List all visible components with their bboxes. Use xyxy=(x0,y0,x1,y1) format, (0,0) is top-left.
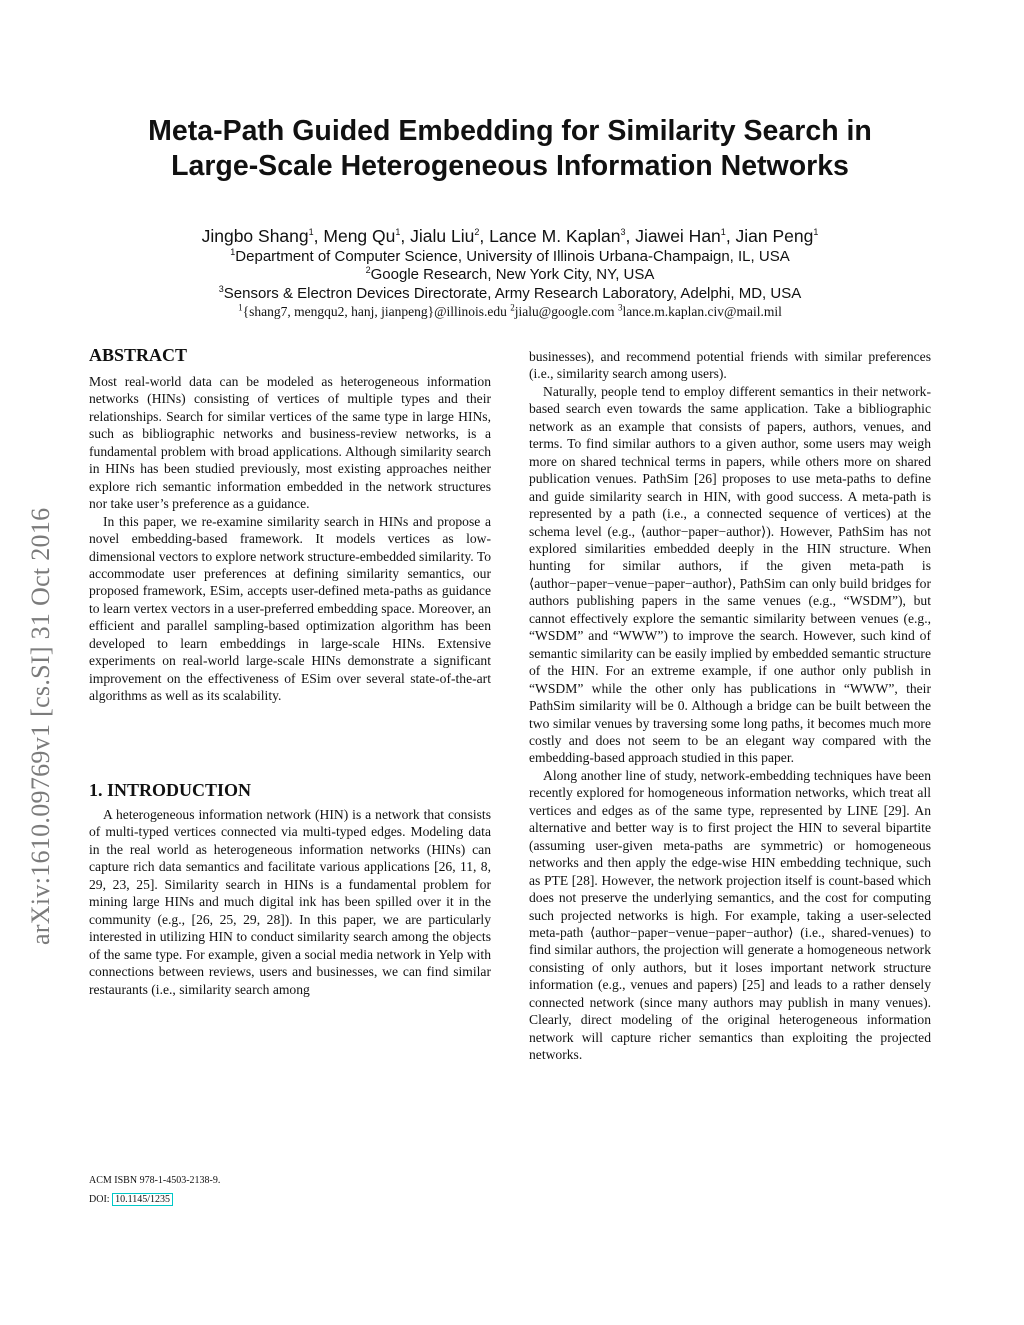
intro-paragraph-3: Along another line of study, network-embedding techniques have been recently explored for homogeneous information networks, which treat all vertices and edges as of the same type, represented by LINE [29]. An alternative and better way is to first project the HIN to several bipartite (assuming user-given meta-paths are symmetric) or homogeneous networks and then apply the edge-wise HIN embedding technique, such as PTE [28]. However, the network projection itself is count-based which does not preserve the underlying semantics, and the cost for computing such projected networks is high. For example, taking a user-selected meta-path ⟨author−paper−venue−paper−author⟩ (i.e., shared-venues) to find similar authors, the projection will generate a homogeneous network consisting of only authors, but it loses important network structure information (e.g., venues and papers) [25] and leads to a rather densely connected network (since many authors may publish in many venues). Clearly, direct modeling of the original heterogeneous information network will capture richer semantics than exploiting the projected networks. xyxy=(529,767,931,1063)
email-number: 3 xyxy=(617,302,623,313)
email-illinois[interactable]: {shang7, mengqu2, hanj, jianpeng}@illinois.edu xyxy=(242,304,507,319)
title-line-2: Large-Scale Heterogeneous Information Networks xyxy=(171,150,849,182)
arxiv-stamp: arXiv:1610.09769v1 [cs.SI] 31 Oct 2016 xyxy=(26,507,55,945)
affiliation-3 xyxy=(60,285,960,303)
author-affiliation-mark: 1 xyxy=(395,227,401,238)
author-affiliation-mark: 2 xyxy=(474,227,480,238)
intro-paragraph-1: A heterogeneous information network (HIN) is a network that consists of multi-typed vertices connected via multi-typed edges. Modeling data in the real world as heterogeneous information networks (HINs) can capture rich data semantics and facilitate various applications [26, 11, 8, 29, 23, 25]. Similarity search in HINs is a fundamental problem for mining large HINs and much digital ink has been spilled over it in the community (e.g., [26, 25, 29, 28]). In this paper, we are particularly interested in utilizing HIN to conduct similarity search among the objects of the same type. For example, given a social media network in Yelp with connections between reviews, users and businesses, we can find similar restaurants (i.e., similarity search among xyxy=(89,807,491,997)
affiliation-text: Google Research, New York City, NY, USA xyxy=(370,266,655,283)
paper-title xyxy=(60,114,960,184)
affiliation-number: 2 xyxy=(365,265,371,275)
author-name: Jiawei Han xyxy=(635,226,721,246)
abstract-paragraph-2: In this paper, we re-examine similarity search in HINs and propose a novel embedding-based framework. It models vertices as low-dimensional vectors to explore network structure-embedded similarity. To accommodate user preferences at defining similarity semantics, our proposed framework, ESim, accepts user-defined meta-paths as guidance to learn vertex vectors in a user-preferred embedding space. Moreover, an efficient and parallel sampling-based optimization algorithm has been developed to learn embeddings in large-scale HINs. Extensive experiments on real-world large-scale HINs demonstrate a significant improvement on the effectiveness of ESim over several state-of-the-art algorithms as well as its scalability. xyxy=(89,513,491,704)
email-google[interactable]: jialu@google.com xyxy=(514,304,615,319)
introduction-left-body xyxy=(89,806,491,998)
email-number: 2 xyxy=(510,302,515,313)
author-name: Jingbo Shang xyxy=(201,226,309,246)
author-emails xyxy=(60,303,960,321)
affiliation-2 xyxy=(60,266,960,284)
author-name: Jian Peng xyxy=(735,226,814,246)
email-number: 1 xyxy=(238,302,243,313)
email-army[interactable]: lance.m.kaplan.civ@mail.mil xyxy=(622,304,782,319)
affiliation-1 xyxy=(60,248,960,266)
abstract-heading: ABSTRACT xyxy=(89,345,188,365)
author-affiliation-mark: 3 xyxy=(620,227,626,238)
doi-label: DOI: xyxy=(89,1194,113,1205)
footer-isbn: ACM ISBN 978-1-4503-2138-9. xyxy=(89,1175,221,1186)
title-line-1: Meta-Path Guided Embedding for Similarity Search in xyxy=(148,115,872,147)
affiliation-number: 3 xyxy=(218,284,224,294)
author-affiliation-mark: 1 xyxy=(308,227,314,238)
abstract-paragraph-1: Most real-world data can be modeled as heterogeneous information networks (HINs) consisting of vertices of multiple types and their relationships. Search for similar vertices of the same type in large HINs, such as bibliographic networks and business-review networks, is a fundamental problem with broad applications. Although similarity search in HINs has been studied previously, most existing approaches neither explore rich semantic information embedded in the network structures nor take user’s preference as a guidance. xyxy=(89,374,491,512)
affiliation-text: Department of Computer Science, University of Illinois Urbana-Champaign, IL, USA xyxy=(235,248,790,265)
introduction-heading: 1. INTRODUCTION xyxy=(89,780,252,800)
intro-paragraph-continued: businesses), and recommend potential friends with similar preferences (i.e., similarity search among users). xyxy=(529,349,931,382)
introduction-right-body xyxy=(529,348,931,1064)
author-affiliation-mark: 1 xyxy=(720,227,726,238)
footer-doi xyxy=(89,1193,173,1207)
author-list: Jingbo Shang$^1$, Meng Qu$^1$, Jialu Liu$^2$, Lance M. Kaplan$^3$, Jiawei Han$^1$, Jian Peng$^1$ xyxy=(201,226,819,246)
affiliation-number: 1 xyxy=(230,247,236,257)
intro-paragraph-2: Naturally, people tend to employ different semantics in their network-based search even towards the same application. Take a bibliographic network as an example that consists of papers, authors, venues, and terms. To find similar authors to a given author, some users may weigh more on shared technical terms in papers, while others more on shared publication venues. PathSim [26] proposes to use meta-paths to define and guide similarity search in HIN, with good success. A meta-path is represented by a path (i.e., a connected sequence of vertices) at the schema level (e.g., ⟨author−paper−author⟩). However, PathSim has not explored similarities embedded deeply in the HIN structure. When hunting for similar authors, if the given meta-path is ⟨author−paper−venue−paper−author⟩, PathSim can only build bridges for authors publishing papers in the same venues (e.g., “WSDM”), but cannot effectively explore the semantic similarity between venues (e.g., “WSDM” and “WWW”) to improve the search. However, such kind of semantic similarity can be easily implied by embedded semantic structure of the HIN. For an extreme example, if one author only publish in “WSDM” while the other only has publications in “WWW”, their PathSim similarity will be 0. Although a bridge can be built between the two similar venues by traversing some long paths, it becomes much more costly and does not seem to be an elegant way compared with the embedding-based approach studied in this paper. xyxy=(529,383,931,766)
abstract-body xyxy=(89,373,491,705)
author-name: Jialu Liu xyxy=(410,226,475,246)
author-name: Lance M. Kaplan xyxy=(489,226,621,246)
affiliation-text: Sensors & Electron Devices Directorate, Army Research Laboratory, Adelphi, MD, USA xyxy=(223,285,802,302)
author-name: Meng Qu xyxy=(323,226,396,246)
doi-link[interactable]: 10.1145/1235 xyxy=(112,1193,173,1206)
author-affiliation-mark: 1 xyxy=(813,227,819,238)
